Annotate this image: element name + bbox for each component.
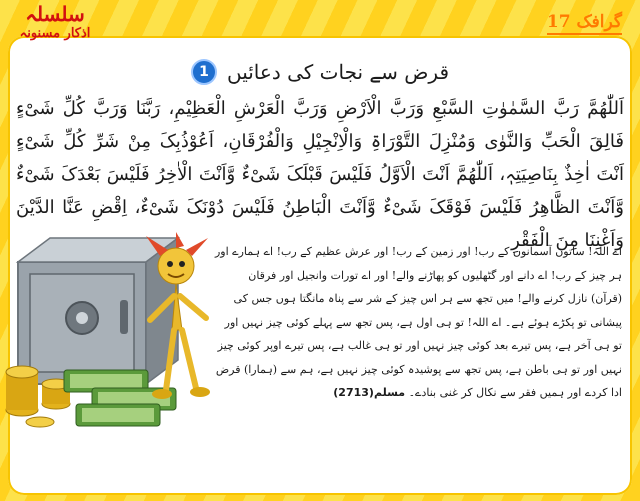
series-subtitle: اذکار مسنونہ — [19, 26, 91, 41]
urdu-translation-text: اے اللہ! ساتوں آسمانوں کے رب! اور زمین کے رب! اور عرش عظیم کے رب! اے ہمارے اور ہر چیز کے رب! اے دانے اور گٹھلیوں کو پھاڑنے والے! اور اے تورات وانجیل اور فرقان (قرآن) نازل کرنے والے! میں تجھ سے ہر اس چیز کے شر سے پناہ مانگتا ہوں جس کی پیشانی تو پکڑے ہوئے ہے۔ اے اللہ! تو ہی اول ہے، پس تجھ سے پہلے کوئی چیز نہیں اور تو ہی آخر ہے، پس تیرے بعد کوئی چیز نہیں اور تو ہی غالب ہے، پس تیرے اوپر کوئی چیز نہیں اور تو ہی باطن ہے، پس تجھ سے پوشیدہ کوئی چیز نہیں ہے، ہم سے (ہمارا) قرض ادا کردے اور ہمیں فقر سے نکال کر غنی بنادے۔ — [214, 245, 622, 399]
arabic-dua: اَللّٰھُمَّ رَبَّ السَّمٰوٰتِ السَّبْعِ وَرَبَّ الْاَرْضِ وَرَبَّ الْعَرْشِ الْعَظِیْمِ، رَبَّنَا وَرَبَّ کُلِّ شَیْءٍ فَالِقَ الْحَبِّ وَالنَّوٰی وَمُنْزِلَ التَّوْرَاۃِ وَالْاِنْجِیْلِ وَالْفُرْقَانِ، اَعُوْذُبِکَ مِنْ شَرِّ کُلِّ شَیْءٍ اَنْتَ اٰخِذٌ بِنَاصِیَتِہٖ، اَللّٰھُمَّ اَنْتَ الْاَوَّلُ فَلَیْسَ قَبْلَکَ شَیْءٌ وَّاَنْتَ الْاٰخِرُ فَلَیْسَ بَعْدَکَ شَیْءٌ وَّاَنْتَ الظَّاھِرُ فَلَیْسَ فَوْقَکَ شَیْءٌ وَّاَنْتَ الْبَاطِنُ فَلَیْسَ دُوْنَکَ شَیْءٌ، اِقْضِ عَنَّا الدَّیْنَ وَاَغْنِنَا مِنَ الْفَقْرِ — [16, 98, 624, 251]
hadith-reference: مسلم(2713) — [333, 386, 406, 399]
page-title: قرض سے نجات کی دعائیں — [226, 60, 450, 84]
number-badge: 1 — [191, 59, 217, 85]
series-title: سلسلہ — [25, 2, 85, 26]
graphic-number: گرافک 17 — [547, 12, 622, 35]
